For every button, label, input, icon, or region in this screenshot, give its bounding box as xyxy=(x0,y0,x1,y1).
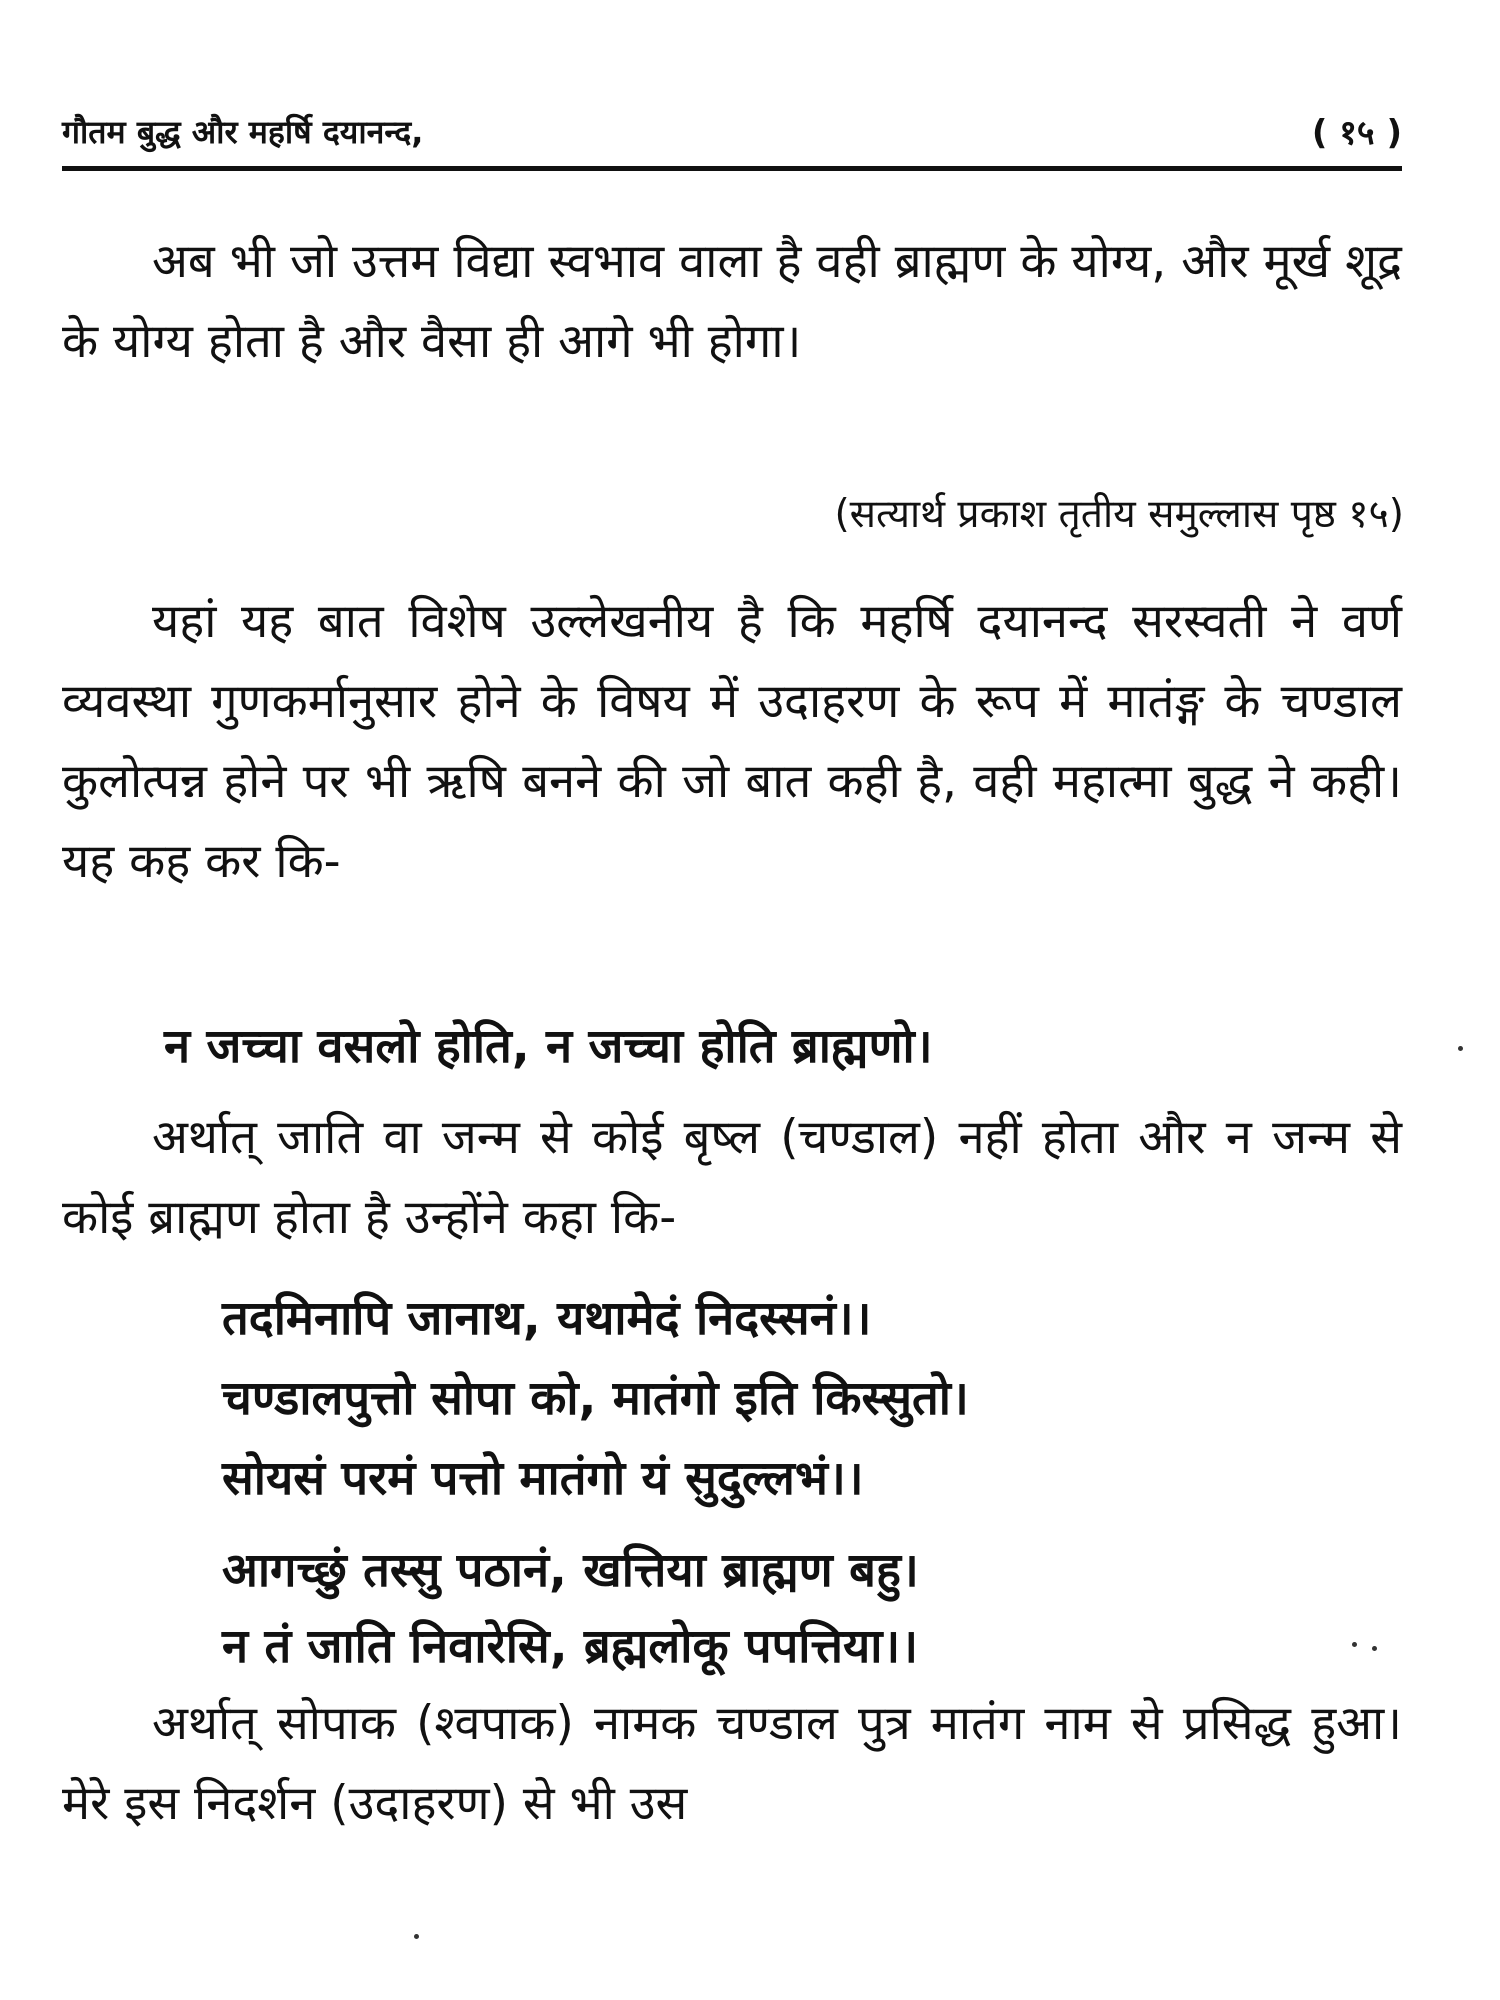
verse-line-2: तदमिनापि जानाथ, यथामेदं निदस्सनं।। xyxy=(222,1291,872,1346)
verse-line-5: आगच्छुं तस्सु पठानं, खत्तिया ब्राह्मण बहु। xyxy=(222,1543,919,1598)
paragraph-4: अर्थात् सोपाक (श्वपाक) नामक चण्डाल पुत्र मातंग नाम से प्रसिद्ध हुआ। मेरे इस निदर्शन (उदाहरण) से भी उस xyxy=(62,1696,1402,1831)
citation: (सत्यार्थ प्रकाश तृतीय समुल्लास पृष्ठ १५) xyxy=(834,492,1404,537)
page-number: ( १५ ) xyxy=(1311,113,1402,153)
scan-speck xyxy=(1372,1646,1377,1651)
running-title: गौतम बुद्ध और महर्षि दयानन्द, xyxy=(62,113,424,151)
verse-line-3: चण्डालपुत्तो सोपा को, मातंगो इति किस्सुतो। xyxy=(222,1371,969,1426)
paragraph-2: यहां यह बात विशेष उल्लेखनीय है कि महर्षि दयानन्द सरस्वती ने वर्ण व्यवस्था गुणकर्मानुसार होने के विषय में उदाहरण के रूप में मातंङ्ग के चण्डाल कुलोत्पन्न होने पर भी ऋषि बनने की जो बात कही है, वही महात्मा बुद्ध ने कही। यह कह कर कि- xyxy=(62,594,1402,889)
scan-speck xyxy=(1352,1642,1357,1647)
paragraph-1: अब भी जो उत्तम विद्या स्वभाव वाला है वही ब्राह्मण के योग्य, और मूर्ख शूद्र के योग्य होता है और वैसा ही आगे भी होगा। xyxy=(62,234,1402,369)
verse-line-6: न तं जाति निवारेसि, ब्रह्मलोकू पपत्तिया।। xyxy=(222,1619,919,1674)
verse-line-1: न जच्चा वसलो होति, न जच्चा होति ब्राह्मणो। xyxy=(164,1019,933,1074)
header-rule xyxy=(62,166,1402,171)
scan-speck xyxy=(414,1934,419,1939)
paragraph-3: अर्थात् जाति वा जन्म से कोई बृष्ल (चण्डाल) नहीं होता और न जन्म से कोई ब्राह्मण होता है उन्होंने कहा कि- xyxy=(62,1110,1402,1245)
page-header xyxy=(62,100,1402,170)
verse-line-4: सोयसं परमं पत्तो मातंगो यं सुदुल्लभं।। xyxy=(222,1451,864,1506)
scan-speck xyxy=(1458,1046,1463,1051)
